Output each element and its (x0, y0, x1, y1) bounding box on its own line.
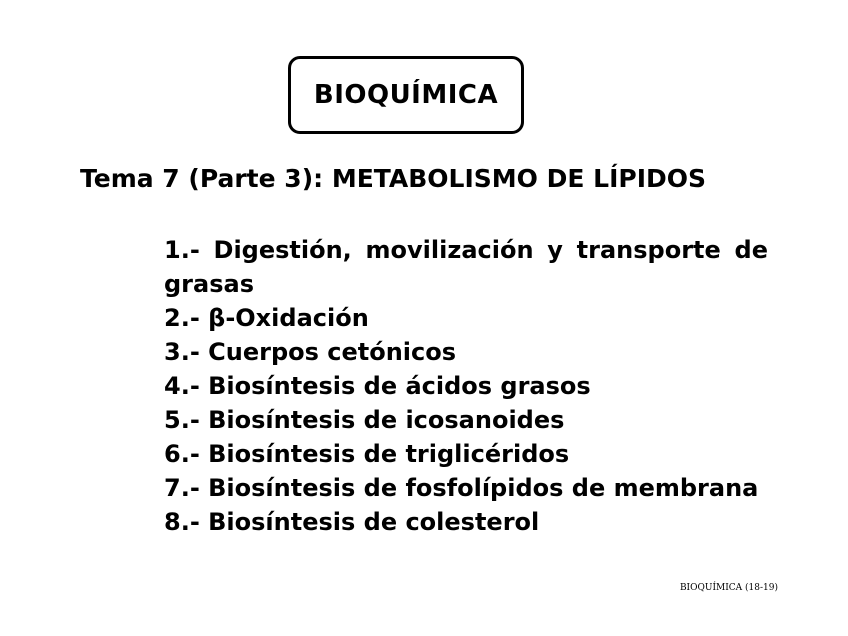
topic-list (164, 233, 768, 539)
topic-item-1: 1.- Digestión, movilización y transporte de grasas (164, 236, 768, 298)
title-box (288, 56, 524, 134)
topic-item-4: 4.- Biosíntesis de ácidos grasos (164, 372, 591, 400)
page-title: BIOQUÍMICA (313, 80, 499, 110)
topic-item-5: 5.- Biosíntesis de icosanoides (164, 406, 565, 434)
topic-item-2: 2.- β-Oxidación (164, 304, 369, 332)
footer-course-label: BIOQUÍMICA (18-19) (679, 583, 778, 593)
topic-heading: Tema 7 (Parte 3): METABOLISMO DE LÍPIDOS (80, 164, 707, 193)
topic-item-6: 6.- Biosíntesis de triglicéridos (164, 440, 570, 468)
topic-item-7: 7.- Biosíntesis de fosfolípidos de membrana (164, 474, 759, 502)
topic-item-8: 8.- Biosíntesis de colesterol (164, 508, 540, 536)
topic-item-3: 3.- Cuerpos cetónicos (164, 338, 457, 366)
